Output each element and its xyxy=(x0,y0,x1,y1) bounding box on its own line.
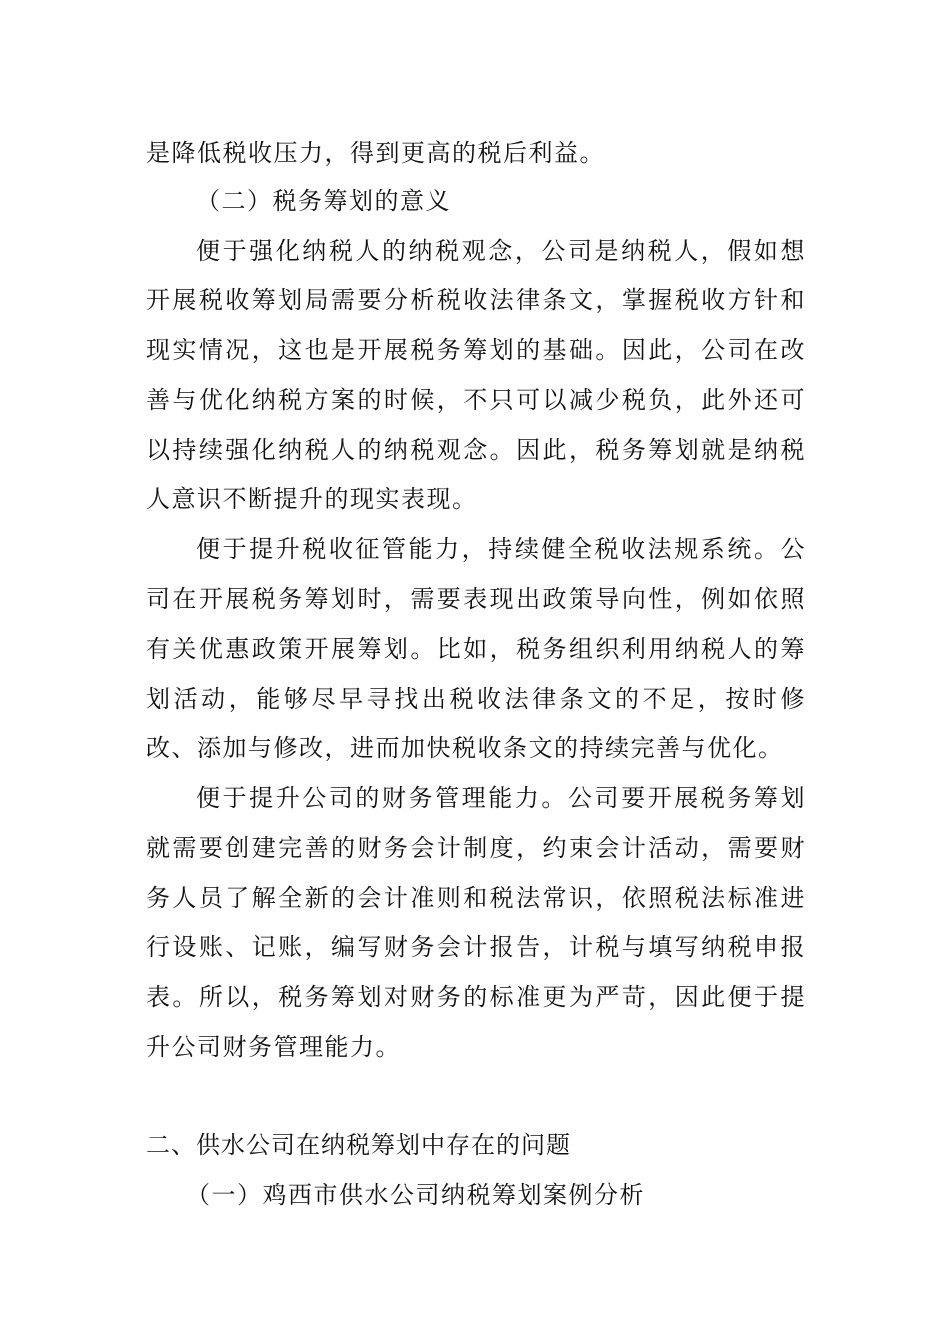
paragraph-line: 便于提升税收征管能力，持续健全税收法规系统。公 xyxy=(196,535,806,563)
paragraph-line: 划活动，能够尽早寻找出税收法律条文的不足，按时修 xyxy=(146,685,806,713)
paragraph-line: 便于提升公司的财务管理能力。公司要开展税务筹划 xyxy=(196,784,806,812)
paragraph-line: 便于强化纳税人的纳税观念，公司是纳税人，假如想 xyxy=(196,237,806,265)
paragraph-line: 就需要创建完善的财务会计制度，约束会计活动，需要财 xyxy=(146,834,806,862)
section-subtitle: （二）税务筹划的意义 xyxy=(196,187,451,215)
paragraph-line: 善与优化纳税方案的时候，不只可以减少税负，此外还可 xyxy=(146,386,806,414)
paragraph-line: 改、添加与修改，进而加快税收条文的持续完善与优化。 xyxy=(146,734,784,762)
section-subheading: （一）鸡西市供水公司纳税筹划案例分析 xyxy=(186,1181,645,1209)
paragraph-line: 以持续强化纳税人的纳税观念。因此，税务筹划就是纳税 xyxy=(146,436,806,464)
paragraph-line: 表。所以，税务筹划对财务的标准更为严苛，因此便于提 xyxy=(146,983,806,1011)
section-heading: 二、供水公司在纳税筹划中存在的问题 xyxy=(146,1131,571,1159)
paragraph-line: 行设账、记账，编写财务会计报告，计税与填写纳税申报 xyxy=(146,933,806,961)
paragraph-line: 开展税收筹划局需要分析税收法律条文，掌握税收方针和 xyxy=(146,286,806,314)
paragraph-line: 升公司财务管理能力。 xyxy=(146,1033,401,1061)
paragraph-line: 司在开展税务筹划时，需要表现出政策导向性，例如依照 xyxy=(146,585,806,613)
paragraph-line: 是降低税收压力，得到更高的税后利益。 xyxy=(146,139,605,167)
paragraph-line: 现实情况，这也是开展税务筹划的基础。因此，公司在改 xyxy=(146,336,806,364)
paragraph-line: 务人员了解全新的会计准则和税法常识，依照税法标准进 xyxy=(146,884,806,912)
paragraph-line: 人意识不断提升的现实表现。 xyxy=(146,485,478,513)
paragraph-line: 有关优惠政策开展筹划。比如，税务组织利用纳税人的筹 xyxy=(146,635,806,663)
